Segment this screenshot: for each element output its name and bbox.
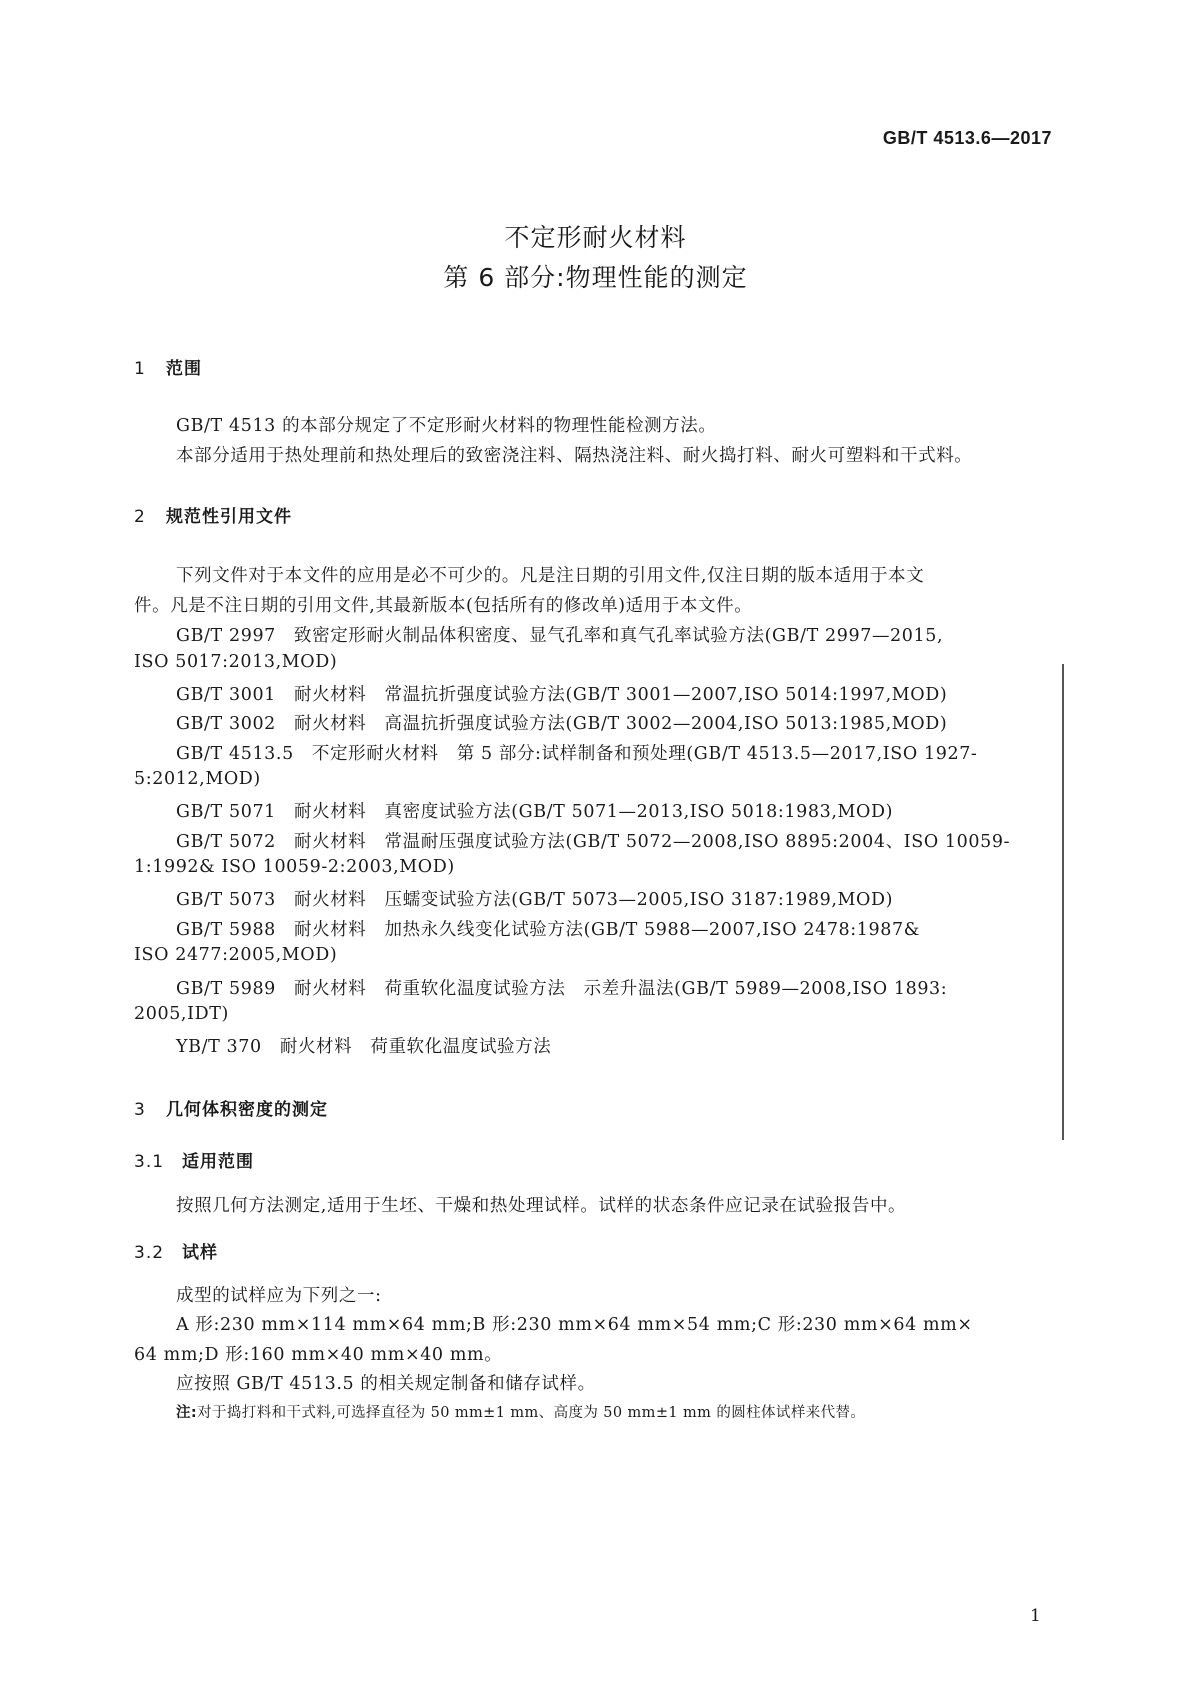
- section-number: 2: [134, 507, 146, 527]
- section-title: 规范性引用文件: [166, 507, 292, 527]
- reference-line: GB/T 5073 耐火材料 压蠕变试验方法(GB/T 5073—2005,ISO 3187:1989,MOD): [176, 890, 894, 910]
- section-title: 试样: [182, 1243, 218, 1263]
- reference-line: GB/T 5989 耐火材料 荷重软化温度试验方法 示差升温法(GB/T 5989—2008,ISO 1893:: [176, 979, 948, 999]
- section-1-heading: [134, 354, 202, 379]
- reference-line-continued: ISO 5017:2013,MOD): [134, 652, 338, 672]
- reference-line-continued: 2005,IDT): [134, 1004, 229, 1024]
- specimen-note: [176, 1401, 865, 1422]
- note-label: 注:: [176, 1405, 198, 1421]
- note-text: 对于捣打料和干式料,可选择直径为 50 mm±1 mm、高度为 50 mm±1 mm 的圆柱体试样来代替。: [197, 1405, 866, 1421]
- section-number: 1: [134, 359, 146, 379]
- specimen-shapes-line-2: 64 mm;D 形:160 mm×40 mm×40 mm。: [134, 1345, 503, 1365]
- section-number: 3.2: [134, 1243, 165, 1263]
- references-intro-line-1: 下列文件对于本文件的应用是必不可少的。凡是注日期的引用文件,仅注日期的版本适用于本文: [176, 566, 925, 586]
- section-title: 适用范围: [182, 1152, 254, 1172]
- reference-line: GB/T 5071 耐火材料 真密度试验方法(GB/T 5071—2013,ISO 5018:1983,MOD): [176, 802, 894, 822]
- revision-bar: [1062, 664, 1064, 1140]
- reference-line: GB/T 5072 耐火材料 常温耐压强度试验方法(GB/T 5072—2008,ISO 8895:2004、ISO 10059-: [176, 832, 1011, 852]
- reference-line: YB/T 370 耐火材料 荷重软化温度试验方法: [176, 1037, 552, 1057]
- specimen-paragraph-3: 应按照 GB/T 4513.5 的相关规定制备和储存试样。: [176, 1374, 596, 1394]
- section-number: 3.1: [134, 1152, 165, 1172]
- reference-line-continued: ISO 2477:2005,MOD): [134, 945, 338, 965]
- reference-line-continued: 1:1992& ISO 10059-2:2003,MOD): [134, 857, 455, 877]
- standard-code: GB/T 4513.6—2017: [882, 128, 1052, 148]
- document-subtitle: 第 6 部分:物理性能的测定: [443, 263, 748, 292]
- section-3-2-heading: [134, 1238, 218, 1263]
- section-title: 几何体积密度的测定: [166, 1100, 328, 1120]
- reference-line: GB/T 4513.5 不定形耐火材料 第 5 部分:试样制备和预处理(GB/T 4513.5—2017,ISO 1927-: [176, 744, 978, 764]
- references-intro-line-2: 件。凡是不注日期的引用文件,其最新版本(包括所有的修改单)适用于本文件。: [134, 596, 753, 616]
- section-title: 范围: [166, 359, 202, 379]
- scope-paragraph-1: GB/T 4513 的本部分规定了不定形耐火材料的物理性能检测方法。: [176, 416, 717, 436]
- reference-line: GB/T 3001 耐火材料 常温抗折强度试验方法(GB/T 3001—2007,ISO 5014:1997,MOD): [176, 685, 948, 705]
- section-2-heading: [134, 502, 292, 527]
- reference-line-continued: 5:2012,MOD): [134, 769, 261, 789]
- reference-line: GB/T 5988 耐火材料 加热永久线变化试验方法(GB/T 5988—2007,ISO 2478:1987&: [176, 920, 920, 940]
- scope-of-application-paragraph: 按照几何方法测定,适用于生坯、干燥和热处理试样。试样的状态条件应记录在试验报告中。: [176, 1196, 907, 1216]
- section-number: 3: [134, 1100, 146, 1120]
- reference-line: GB/T 3002 耐火材料 高温抗折强度试验方法(GB/T 3002—2004,ISO 5013:1985,MOD): [176, 714, 948, 734]
- scope-paragraph-2: 本部分适用于热处理前和热处理后的致密浇注料、隔热浇注料、耐火捣打料、耐火可塑料和干式料。: [176, 446, 973, 466]
- section-3-1-heading: [134, 1147, 254, 1172]
- document-title: 不定形耐火材料: [504, 223, 687, 252]
- page-number: 1: [1030, 1606, 1041, 1626]
- section-3-heading: [134, 1095, 328, 1120]
- specimen-shapes-line-1: A 形:230 mm×114 mm×64 mm;B 形:230 mm×64 mm×54 mm;C 形:230 mm×64 mm×: [176, 1315, 973, 1335]
- specimen-paragraph-1: 成型的试样应为下列之一:: [176, 1286, 382, 1306]
- reference-line: GB/T 2997 致密定形耐火制品体积密度、显气孔率和真气孔率试验方法(GB/T 2997—2015,: [176, 626, 944, 646]
